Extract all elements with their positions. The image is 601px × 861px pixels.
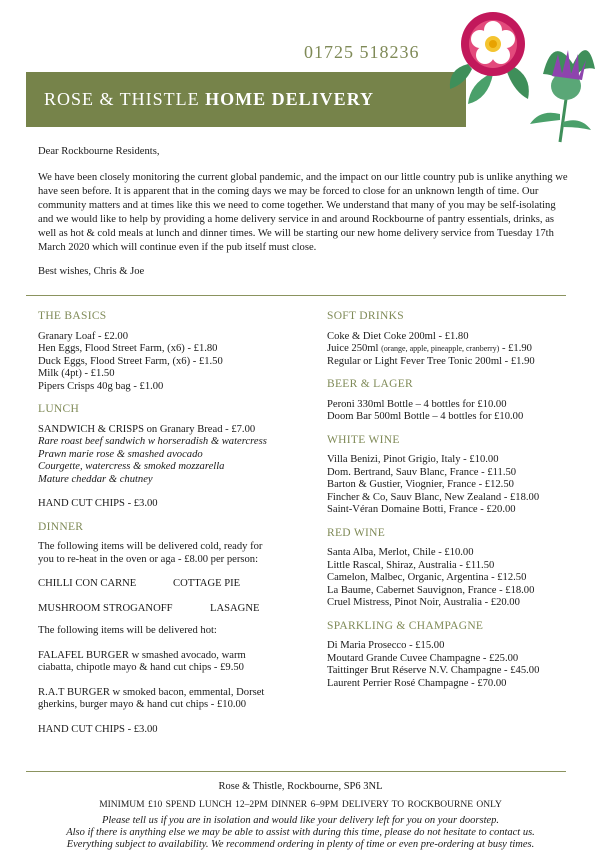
list-item: Prawn marie rose & smashed avocado xyxy=(38,448,203,460)
list-item: Milk (4pt) - £1.50 xyxy=(38,368,115,379)
list-item: Little Rascal, Shiraz, Australia - £11.50 xyxy=(327,559,495,571)
rose-thistle-emblem-icon xyxy=(448,4,598,144)
letter-body: We have been closely monitoring the current global pandemic, and the impact on our little country pub is unlike anything we have seen before. It is apparent that in the coming days we may be forced to close for an unknown length of time. Our community matters and at times like this we need to come together. We understand that many of you may be self-isolating and we would like to help by providing a home delivery service in and around Rockbourne of pantry essentials, drinks, as well as hot & cold meals at lunch and dinner times. We will be starting our new home delivery service from Tuesday 17th March 2020 which will continue even if the pub itself must close. xyxy=(38,172,568,253)
section-heading-soft-drinks: SOFT DRINKS xyxy=(327,310,404,322)
list-item: La Baume, Cabernet Sauvignon, France - £18.00 xyxy=(327,584,535,596)
footer-note-line: Please tell us if you are in isolation and would like your delivery left for you on your doorstep. xyxy=(101,815,500,826)
dish-row xyxy=(38,578,318,591)
section-heading-lunch: LUNCH xyxy=(38,403,80,415)
lunch-chips: HAND CUT CHIPS - £3.00 xyxy=(38,498,158,509)
list-item: Laurent Perrier Rosé Champagne - £70.00 xyxy=(327,677,507,689)
dish: COTTAGE PIE xyxy=(173,578,241,589)
list-item: Duck Eggs, Flood Street Farm, (x6) - £1.50 xyxy=(38,355,223,367)
list-item: Doom Bar 500ml Bottle – 4 bottles for £10.00 xyxy=(327,411,524,422)
dinner-cold-note: you to re-heat in the oven or aga - £8.00 per person: xyxy=(38,553,259,565)
list-item: Dom. Bertrand, Sauv Blanc, France - £11.50 xyxy=(327,466,517,478)
list-item: Villa Benizi, Pinot Grigio, Italy - £10.00 xyxy=(327,454,499,465)
dish-row xyxy=(38,603,318,616)
falafel-burger: ciabatta, chipotle mayo & hand cut chips - £9.50 xyxy=(38,662,244,673)
list-item: Barton & Gustier, Viognier, France - £12.50 xyxy=(327,479,514,490)
title-bold: HOME DELIVERY xyxy=(205,89,375,109)
list-item: Peroni 330ml Bottle – 4 bottles for £10.00 xyxy=(327,398,507,410)
footer-note-line: Also if there is anything else we may be able to assist with during this time, please do not hesitate to contact us. xyxy=(66,827,535,838)
list-item: Camelon, Malbec, Organic, Argentina - £12.50 xyxy=(327,572,527,583)
menu-left-column xyxy=(38,310,318,736)
signoff: Best wishes, Chris & Joe xyxy=(38,266,145,277)
list-item: Moutard Grande Cuvee Champagne - £25.00 xyxy=(327,652,519,664)
dinner-hot-note: The following items will be delivered hot: xyxy=(38,625,217,636)
rat-burger: R.A.T BURGER w smoked bacon, emmental, Dorset xyxy=(38,686,265,698)
list-item: Santa Alba, Merlot, Chile - £10.00 xyxy=(327,547,474,558)
footer-note xyxy=(0,815,601,851)
salutation: Dear Rockbourne Residents, xyxy=(38,146,160,157)
divider-bottom xyxy=(26,771,566,772)
list-item: Courgette, watercress & smoked mozzarella xyxy=(38,461,225,472)
section-heading-red-wine: RED WINE xyxy=(327,526,386,539)
list-item: Saint-Véran Domaine Botti, France - £20.00 xyxy=(327,504,516,515)
letter xyxy=(38,145,568,289)
list-item: Granary Loaf - £2.00 xyxy=(38,330,129,342)
list-item: Di Maria Prosecco - £15.00 xyxy=(327,640,445,651)
juice-price: - £1.90 xyxy=(499,343,532,354)
dish: MUSHROOM STROGANOFF xyxy=(38,602,173,614)
rat-burger: gherkins, burger mayo & hand cut chips - £10.00 xyxy=(38,699,247,710)
dinner-chips: HAND CUT CHIPS - £3.00 xyxy=(38,723,158,735)
page-title xyxy=(44,89,374,110)
section-heading-dinner: DINNER xyxy=(38,520,84,533)
dish: LASAGNE xyxy=(210,602,260,614)
list-item: Taittinger Brut Réserve N.V. Champagne - £45.00 xyxy=(327,665,540,676)
dish: CHILLI CON CARNE xyxy=(38,578,137,589)
lunch-main: SANDWICH & CRISPS on Granary Bread - £7.00 xyxy=(38,423,256,435)
list-item: Cruel Mistress, Pinot Noir, Australia - £20.00 xyxy=(327,597,520,608)
list-item: Hen Eggs, Flood Street Farm, (x6) - £1.80 xyxy=(38,343,218,354)
section-heading-sparkling: SPARKLING & CHAMPAGNE xyxy=(327,619,484,632)
list-item: Fincher & Co, Sauv Blanc, New Zealand - £18.00 xyxy=(327,491,540,503)
juice-flavours: (orange, apple, pineapple, cranberry) xyxy=(381,344,500,353)
phone-number: 01725 518236 xyxy=(304,42,420,62)
footer-note-line: Everything subject to availability. We recommend ordering in plenty of time or even pre-ordering at busy times. xyxy=(66,839,535,850)
section-heading-white-wine: WHITE WINE xyxy=(327,433,400,446)
list-item: Rare roast beef sandwich w horseradish & watercress xyxy=(38,436,267,447)
divider-top xyxy=(26,295,566,296)
list-item: Mature cheddar & chutney xyxy=(38,473,153,485)
menu-right-column xyxy=(327,310,577,690)
footer-address: Rose & Thistle, Rockbourne, SP6 3NL xyxy=(218,781,383,792)
title-light: ROSE & THISTLE xyxy=(44,89,200,109)
section-heading-beer: BEER & LAGER xyxy=(327,378,414,390)
falafel-burger: FALAFEL BURGER w smashed avocado, warm xyxy=(38,649,246,661)
list-item xyxy=(327,343,577,356)
dinner-cold-note: The following items will be delivered cold, ready for xyxy=(38,541,263,552)
list-item: Coke & Diet Coke 200ml - £1.80 xyxy=(327,330,469,342)
list-item: Regular or Light Fever Tree Tonic 200ml - £1.90 xyxy=(327,355,535,367)
footer-hours: MINIMUM £10 SPEND LUNCH 12–2PM DINNER 6–9PM DELIVERY TO ROCKBOURNE ONLY xyxy=(99,800,502,810)
list-item: Pipers Crisps 40g bag - £1.00 xyxy=(38,380,164,392)
section-heading-basics: THE BASICS xyxy=(38,310,107,322)
juice-label: Juice 250ml xyxy=(327,343,382,354)
